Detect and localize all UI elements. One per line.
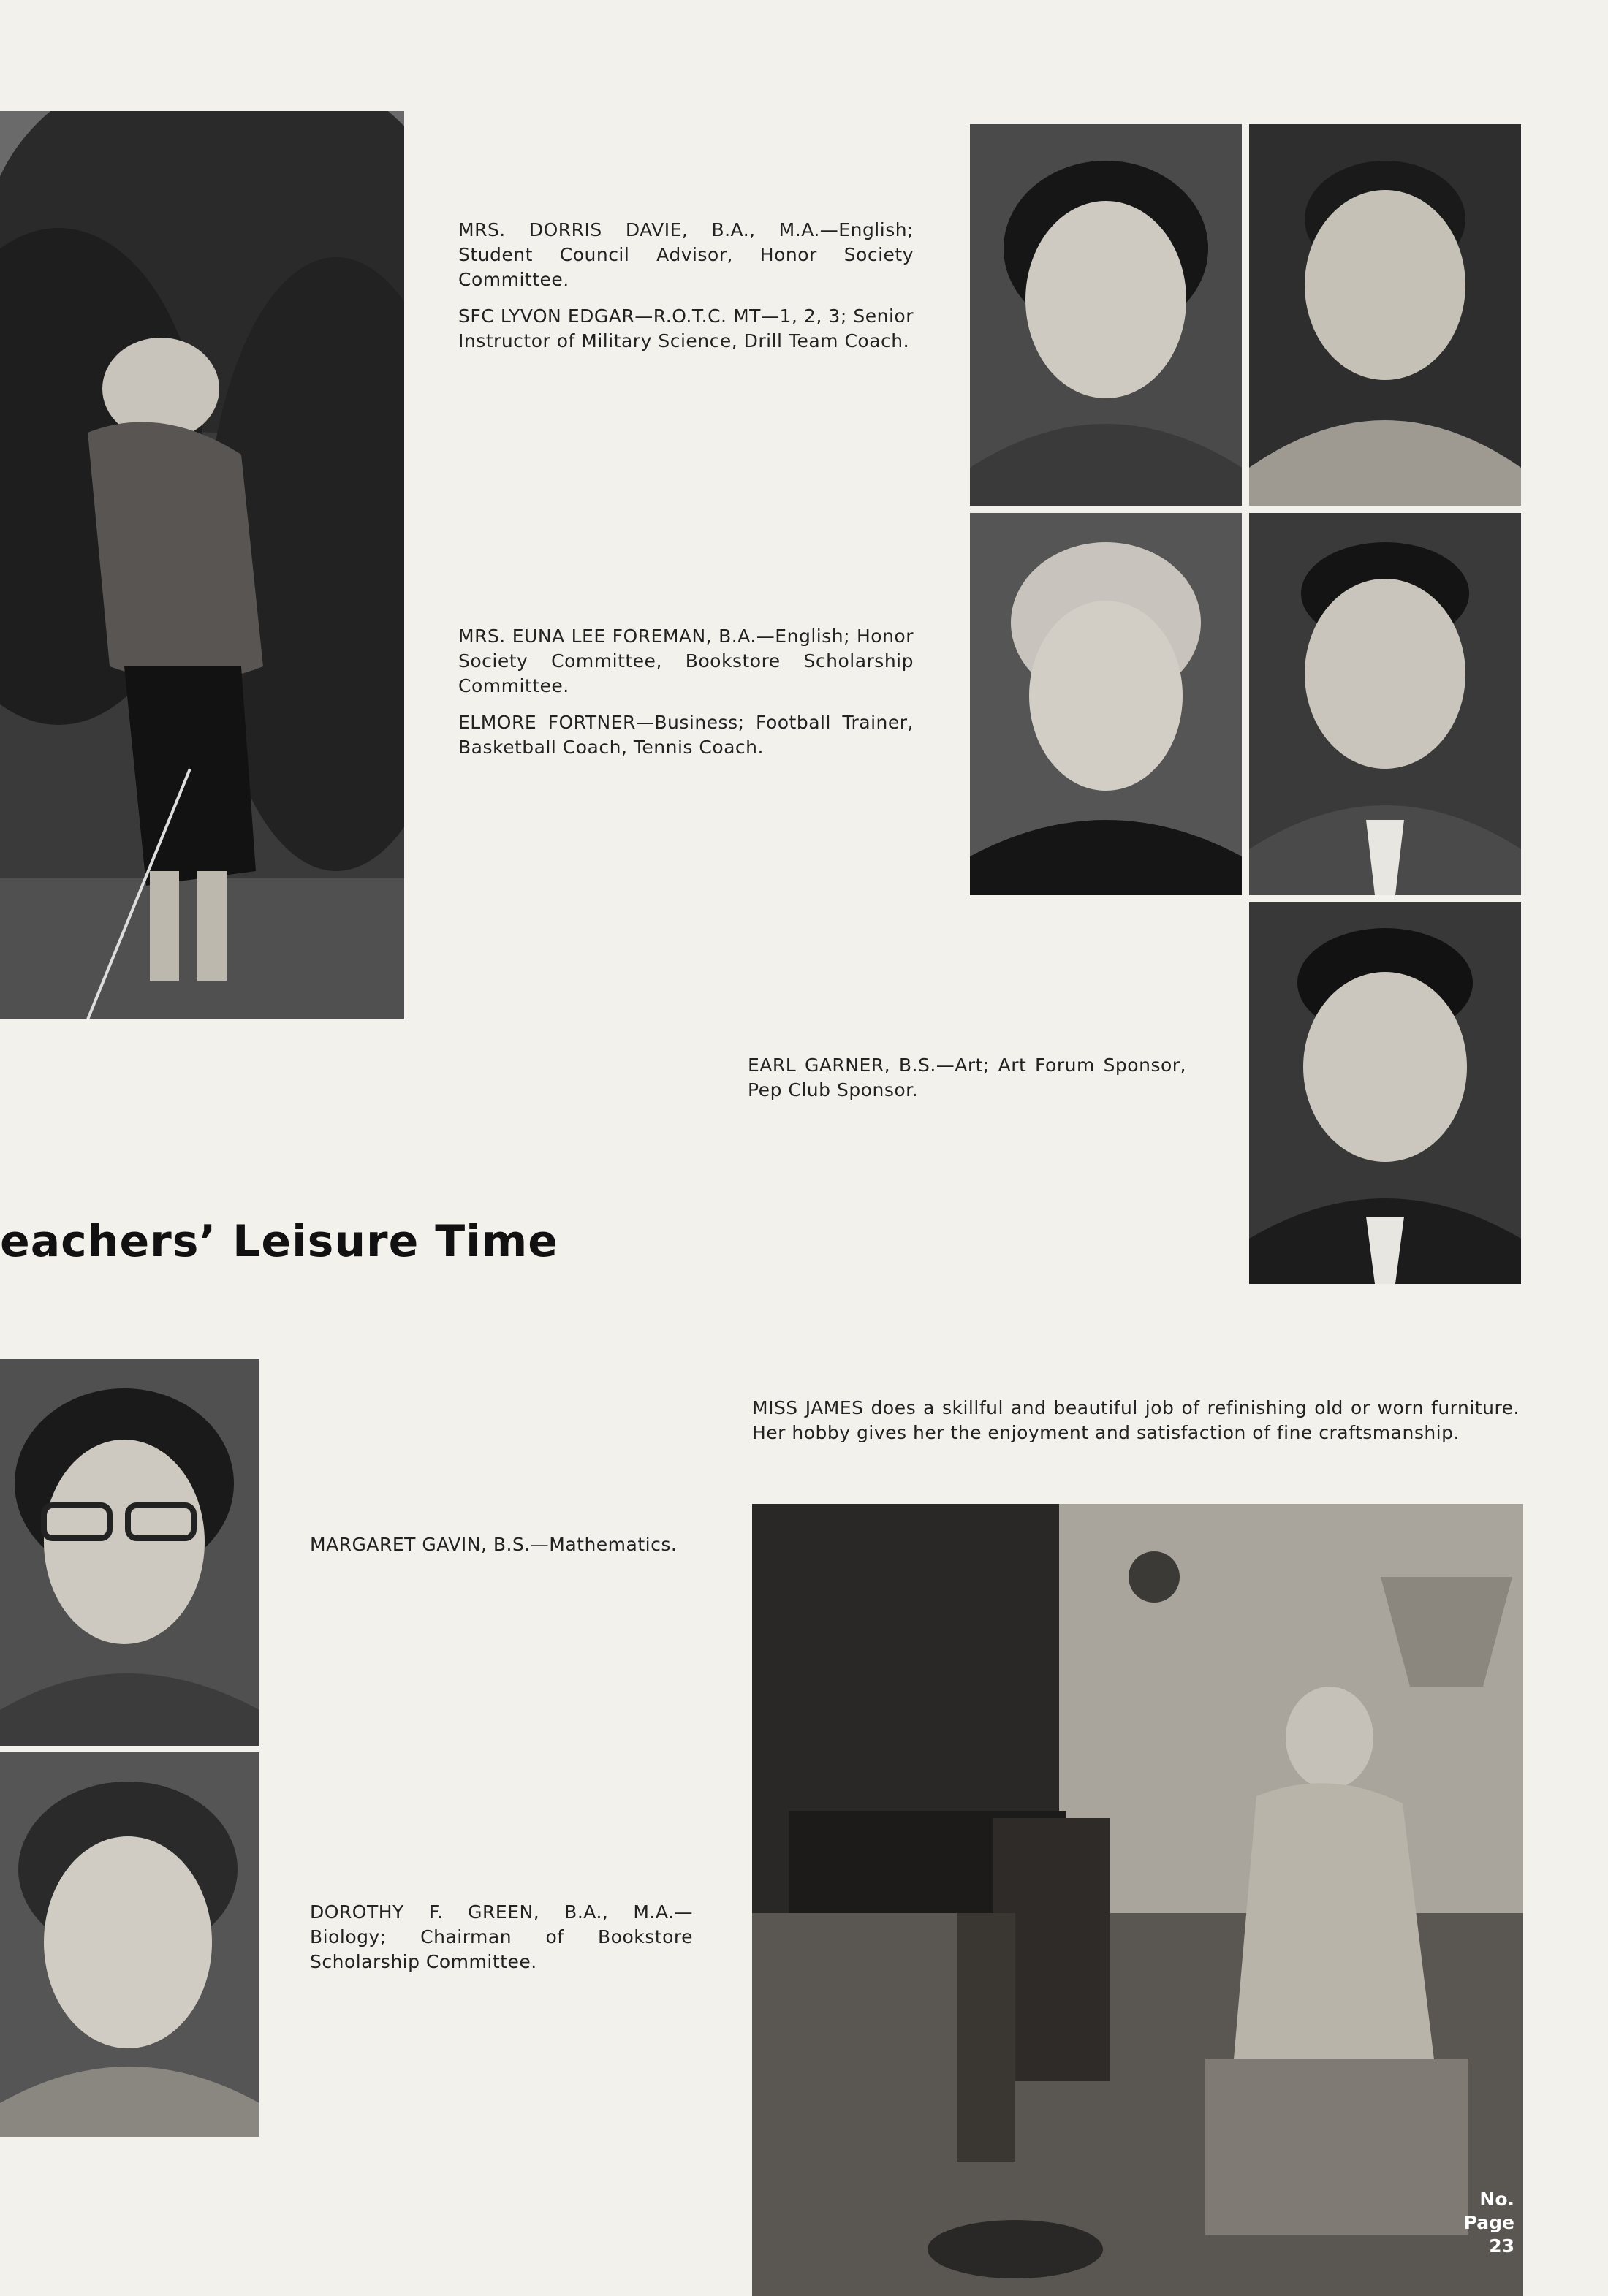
- james-refinishing-photo: [752, 1504, 1523, 2296]
- caption-gavin: [310, 1532, 693, 1569]
- caption-edgar: SFC LYVON EDGAR—R.O.T.C. MT—1, 2, 3; Senior Instructor of Military Science, Drill Team Coach.: [458, 305, 914, 351]
- caption-davie-edgar: [458, 218, 914, 365]
- page-label-page: Page: [1463, 2212, 1514, 2233]
- portrait-green: [0, 1752, 259, 2137]
- portrait-foreman: [970, 513, 1242, 895]
- portrait-edgar: [1249, 124, 1521, 506]
- caption-green-text: DOROTHY F. GREEN, B.A., M.A.—Biology; Chairman of Bookstore Scholarship Committee.: [310, 1901, 693, 1972]
- caption-green: [310, 1900, 693, 1986]
- page-number-label: [1464, 2188, 1514, 2258]
- portrait-davie: [970, 124, 1242, 506]
- caption-foreman: MRS. EUNA LEE FOREMAN, B.A.—English; Honor Society Committee, Bookstore Scholarship Committee.: [458, 626, 914, 696]
- caption-garner-text: EARL GARNER, B.S.—Art; Art Forum Sponsor, Pep Club Sponsor.: [748, 1054, 1186, 1101]
- caption-james: [752, 1396, 1520, 1457]
- page-label-number: 23: [1489, 2235, 1514, 2257]
- caption-garner: [748, 1053, 1186, 1114]
- caption-foreman-fortner: [458, 624, 914, 772]
- caption-james-text: MISS JAMES does a skillful and beautiful job of refinishing old or worn furniture. Her hobby gives her the enjoyment and satisfaction of fine craftsmanship.: [752, 1397, 1520, 1443]
- caption-fortner: ELMORE FORTNER—Business; Football Trainer, Basketball Coach, Tennis Coach.: [458, 712, 914, 758]
- caption-davie: MRS. DORRIS DAVIE, B.A., M.A.—English; Student Council Advisor, Honor Society Committee.: [458, 219, 914, 290]
- page-label-no: No.: [1479, 2189, 1514, 2210]
- portrait-gavin: [0, 1359, 259, 1746]
- golfer-photo: [0, 111, 404, 1019]
- portrait-fortner: [1249, 513, 1521, 895]
- section-heading: eachers’ Leisure Time: [0, 1216, 558, 1267]
- caption-gavin-text: MARGARET GAVIN, B.S.—Mathematics.: [310, 1534, 678, 1555]
- portrait-garner: [1249, 902, 1521, 1284]
